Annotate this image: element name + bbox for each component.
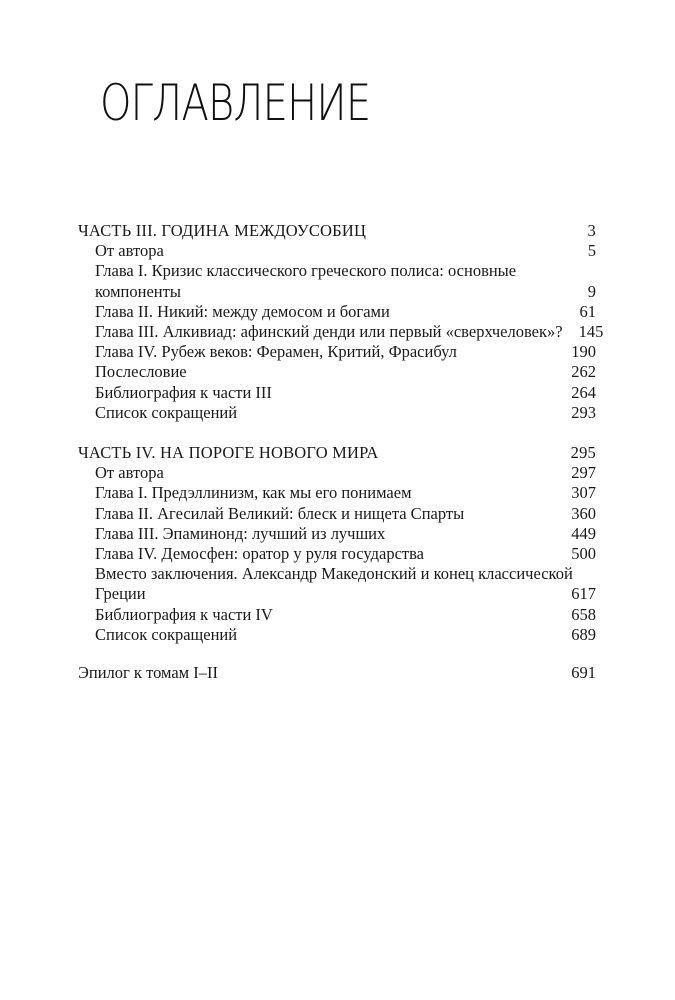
toc-entry[interactable]	[78, 544, 596, 564]
toc-entry-label: Список сокращений	[95, 402, 238, 422]
toc-entry[interactable]	[78, 625, 596, 645]
toc-page-number: 5	[587, 241, 596, 261]
toc-entry-label: Список сокращений	[95, 624, 238, 644]
toc-entry-label: От автора	[95, 241, 164, 261]
toc-page-number: 264	[571, 382, 596, 402]
page-title: ОГЛАВЛЕНИЕ	[100, 74, 371, 132]
toc-entry-label: Глава I. Предэллинизм, как мы его понимаем	[95, 483, 412, 503]
toc-entry[interactable]	[78, 483, 596, 503]
toc-part-3[interactable]	[78, 221, 596, 241]
toc-entry-label: Глава IV. Рубеж веков: Ферамен, Критий, Фрасибул	[95, 342, 457, 362]
toc-entry-label: Глава IV. Демосфен: оратор у руля государства	[95, 544, 425, 564]
table-of-contents	[78, 221, 604, 683]
toc-page-number: 617	[571, 584, 596, 604]
toc-entry[interactable]	[78, 322, 604, 342]
toc-page-number: 658	[571, 604, 596, 624]
toc-page-number: 500	[571, 544, 596, 564]
toc-page-number: 262	[571, 362, 596, 382]
toc-part-label: ЧАСТЬ IV. НА ПОРОГЕ НОВОГО МИРА	[78, 443, 379, 463]
toc-part-4[interactable]	[78, 443, 596, 463]
toc-entry[interactable]	[78, 504, 596, 524]
toc-page-number: 307	[571, 483, 596, 503]
toc-entry-label: От автора	[95, 463, 164, 483]
toc-entry[interactable]	[78, 584, 596, 604]
toc-entry[interactable]	[78, 282, 596, 302]
toc-entry[interactable]	[78, 302, 596, 322]
toc-entry-line1: Вместо заключения. Александр Македонский и конец классической	[95, 564, 573, 584]
toc-page-number: 9	[587, 281, 596, 301]
toc-page-number: 360	[571, 503, 596, 523]
toc-entry[interactable]	[78, 605, 596, 625]
toc-entry-label: Греции	[95, 584, 146, 604]
toc-part-label: ЧАСТЬ III. ГОДИНА МЕЖДОУСОБИЦ	[78, 221, 367, 240]
toc-page-number: 295	[570, 443, 596, 463]
toc-entry-line1: Глава I. Кризис классического греческого полиса: основные	[95, 261, 517, 281]
toc-epilogue[interactable]	[78, 663, 596, 683]
section-spacer	[78, 423, 596, 443]
toc-entry-label: Библиография к части IV	[95, 604, 273, 624]
toc-entry-label: Глава II. Агесилай Великий: блеск и нищета Спарты	[95, 503, 465, 523]
toc-page-number: 61	[579, 301, 596, 321]
toc-entry-label: Послесловие	[95, 362, 187, 382]
toc-entry[interactable]	[78, 362, 596, 382]
toc-entry-label: Глава II. Никий: между демосом и богами	[95, 301, 390, 321]
toc-entry-label: компоненты	[95, 281, 181, 301]
toc-page-number: 3	[587, 221, 596, 240]
toc-entry[interactable]	[78, 463, 596, 483]
toc-entry-label: Эпилог к томам I–II	[78, 663, 218, 683]
toc-entry[interactable]	[78, 342, 596, 362]
toc-entry[interactable]	[78, 383, 596, 403]
toc-page-number: 293	[571, 402, 596, 422]
toc-entry-label: Библиография к части III	[95, 382, 272, 402]
section-spacer	[78, 645, 596, 663]
toc-page-number: 297	[571, 463, 596, 483]
toc-entry[interactable]	[78, 241, 596, 261]
toc-page-number: 145	[578, 322, 604, 342]
toc-page-number: 190	[571, 342, 596, 362]
toc-page-number: 691	[571, 663, 596, 683]
toc-entry[interactable]	[78, 524, 596, 544]
toc-page-number: 449	[571, 523, 596, 543]
toc-page-number: 689	[571, 624, 596, 644]
toc-entry-label: Глава III. Алкивиад: афинский денди или первый «сверхчеловек»?	[95, 322, 563, 342]
toc-entry-label: Глава III. Эпаминонд: лучший из лучших	[95, 523, 386, 543]
toc-entry[interactable]	[78, 403, 596, 423]
